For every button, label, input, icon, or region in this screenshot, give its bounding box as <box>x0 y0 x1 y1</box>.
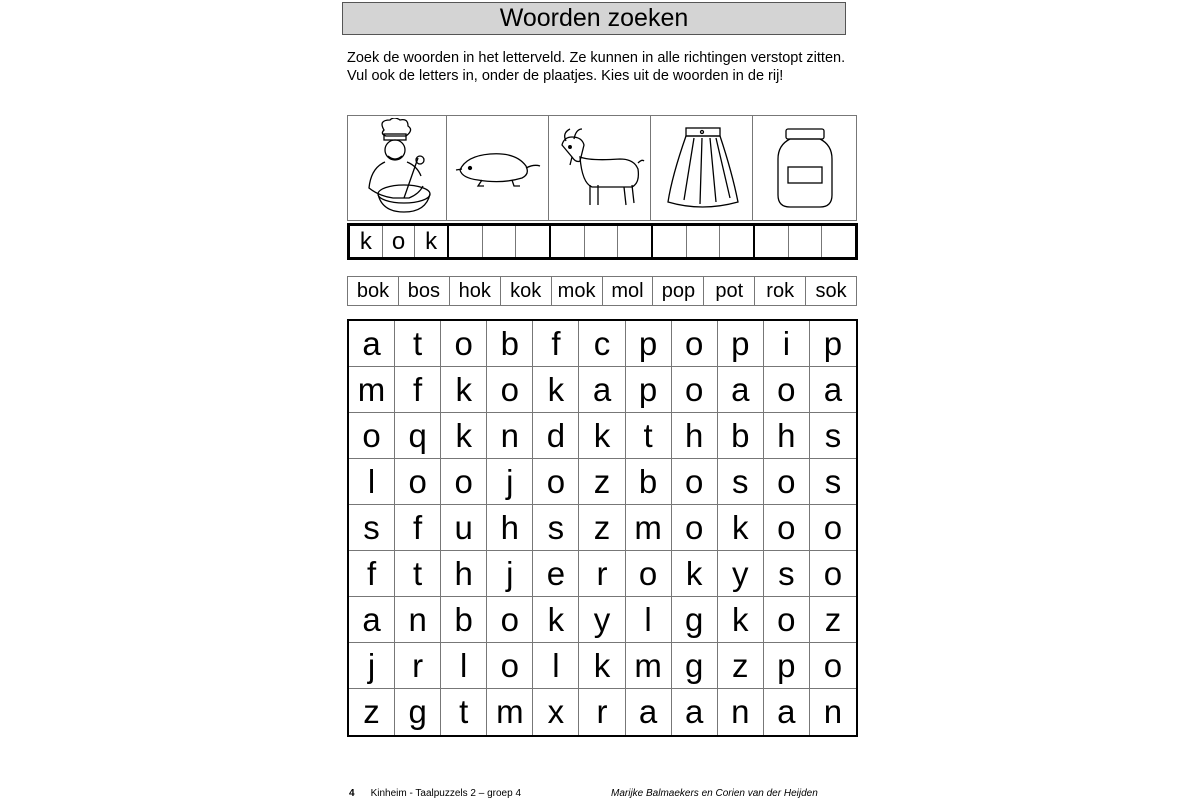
grid-letter-cell[interactable]: o <box>395 459 441 505</box>
grid-letter-cell[interactable]: b <box>441 597 487 643</box>
grid-letter-cell[interactable]: s <box>349 505 395 551</box>
grid-letter-cell[interactable]: t <box>626 413 672 459</box>
word-bank-item: rok <box>755 277 806 305</box>
grid-letter-cell[interactable]: m <box>626 643 672 689</box>
grid-letter-cell[interactable]: o <box>764 459 810 505</box>
grid-letter-cell[interactable]: f <box>533 321 579 367</box>
word-bank-item: pot <box>704 277 755 305</box>
grid-letter-cell[interactable]: a <box>810 367 856 413</box>
skirt-icon <box>662 122 742 214</box>
chef-cooking-icon <box>352 118 442 218</box>
grid-letter-cell[interactable]: a <box>349 597 395 643</box>
grid-letter-cell[interactable]: k <box>579 413 625 459</box>
answer-letter-box[interactable] <box>585 226 619 257</box>
mole-icon <box>452 138 544 198</box>
answer-letter-box[interactable] <box>822 226 855 257</box>
grid-letter-cell[interactable]: g <box>395 689 441 735</box>
grid-letter-cell[interactable]: k <box>441 413 487 459</box>
word-bank-item: bos <box>399 277 450 305</box>
grid-letter-cell[interactable]: d <box>533 413 579 459</box>
grid-letter-cell[interactable]: t <box>395 551 441 597</box>
answer-letter-box[interactable] <box>687 226 721 257</box>
grid-letter-cell[interactable]: o <box>441 459 487 505</box>
grid-letter-cell[interactable]: o <box>487 643 533 689</box>
grid-letter-cell[interactable]: o <box>487 597 533 643</box>
answer-letter-box[interactable] <box>551 226 585 257</box>
grid-letter-cell[interactable]: o <box>672 459 718 505</box>
picture-cell-goat <box>549 116 651 220</box>
answer-group <box>755 226 855 257</box>
grid-letter-cell[interactable]: k <box>672 551 718 597</box>
grid-letter-cell[interactable]: k <box>533 367 579 413</box>
picture-cell-skirt <box>651 116 753 220</box>
grid-letter-cell[interactable]: f <box>349 551 395 597</box>
grid-letter-cell[interactable]: o <box>764 367 810 413</box>
grid-letter-cell[interactable]: t <box>441 689 487 735</box>
answer-group <box>653 226 755 257</box>
answer-group <box>551 226 653 257</box>
footer-authors: Marijke Balmaekers en Corien van der Heijden <box>611 788 818 799</box>
grid-letter-cell[interactable]: o <box>810 505 856 551</box>
answer-letter-box[interactable] <box>449 226 483 257</box>
grid-letter-cell[interactable]: l <box>533 643 579 689</box>
answer-letter-box[interactable] <box>755 226 789 257</box>
grid-letter-cell[interactable]: o <box>441 321 487 367</box>
grid-letter-cell[interactable]: r <box>579 689 625 735</box>
grid-letter-cell[interactable]: s <box>718 459 764 505</box>
grid-letter-cell[interactable]: k <box>579 643 625 689</box>
picture-cell-mole <box>447 116 549 220</box>
picture-cell-chef <box>348 116 447 220</box>
grid-letter-cell[interactable]: o <box>349 413 395 459</box>
grid-letter-cell[interactable]: h <box>441 551 487 597</box>
goat-icon <box>554 123 646 213</box>
answer-letter-box[interactable]: k <box>425 227 438 255</box>
grid-letter-cell[interactable]: k <box>533 597 579 643</box>
grid-letter-cell[interactable]: f <box>395 505 441 551</box>
word-bank <box>347 276 857 306</box>
grid-letter-cell[interactable]: h <box>764 413 810 459</box>
grid-letter-cell[interactable]: z <box>718 643 764 689</box>
grid-letter-cell[interactable]: p <box>810 321 856 367</box>
grid-letter-cell[interactable]: z <box>349 689 395 735</box>
grid-letter-cell[interactable]: r <box>579 551 625 597</box>
grid-letter-cell[interactable]: j <box>487 459 533 505</box>
grid-letter-cell[interactable]: p <box>764 643 810 689</box>
grid-letter-cell[interactable]: a <box>764 689 810 735</box>
grid-letter-cell[interactable]: o <box>487 367 533 413</box>
answer-group <box>350 226 449 257</box>
footer-left <box>349 788 521 799</box>
word-bank-item: hok <box>450 277 501 305</box>
grid-letter-cell[interactable]: m <box>349 367 395 413</box>
worksheet-title: Woorden zoeken <box>342 2 846 35</box>
grid-letter-cell[interactable]: k <box>441 367 487 413</box>
grid-letter-cell[interactable]: s <box>533 505 579 551</box>
grid-letter-cell[interactable]: n <box>823 693 843 730</box>
book-title: Kinheim - Taalpuzzels 2 – groep 4 <box>370 788 522 799</box>
grid-letter-cell[interactable]: b <box>487 321 533 367</box>
grid-letter-cell[interactable]: x <box>533 689 579 735</box>
grid-letter-cell[interactable]: s <box>810 413 856 459</box>
grid-letter-cell[interactable]: a <box>579 367 625 413</box>
word-bank-item: bok <box>348 277 399 305</box>
grid-letter-cell[interactable]: o <box>672 321 718 367</box>
answer-letter-box[interactable] <box>720 226 753 257</box>
grid-letter-cell[interactable]: m <box>626 505 672 551</box>
grid-letter-cell[interactable]: o <box>626 551 672 597</box>
grid-letter-cell[interactable]: a <box>718 367 764 413</box>
grid-letter-cell[interactable]: n <box>718 689 764 735</box>
grid-letter-cell[interactable]: o <box>533 459 579 505</box>
grid-letter-cell[interactable]: n <box>487 413 533 459</box>
grid-letter-cell[interactable]: p <box>718 321 764 367</box>
grid-letter-cell[interactable]: l <box>441 643 487 689</box>
grid-letter-cell[interactable]: m <box>487 689 533 735</box>
grid-letter-cell[interactable]: z <box>810 597 856 643</box>
grid-letter-cell[interactable]: a <box>349 321 395 367</box>
grid-letter-cell[interactable]: t <box>395 321 441 367</box>
grid-letter-cell[interactable]: y <box>579 597 625 643</box>
grid-letter-cell[interactable]: z <box>579 459 625 505</box>
answer-letter-box[interactable] <box>516 226 549 257</box>
word-bank-item: kok <box>501 277 552 305</box>
grid-letter-cell[interactable]: r <box>395 643 441 689</box>
grid-letter-cell[interactable]: o <box>764 505 810 551</box>
grid-letter-cell[interactable]: g <box>672 643 718 689</box>
grid-letter-cell[interactable]: l <box>349 459 395 505</box>
answer-letter-box[interactable]: o <box>383 226 416 257</box>
grid-letter-cell[interactable]: s <box>764 551 810 597</box>
grid-letter-cell[interactable]: c <box>579 321 625 367</box>
grid-letter-cell[interactable]: k <box>718 597 764 643</box>
grid-letter-cell[interactable]: o <box>810 551 856 597</box>
grid-letter-cell[interactable]: o <box>810 643 856 689</box>
grid-letter-cell[interactable]: o <box>764 597 810 643</box>
answer-letter-box[interactable]: k <box>350 226 383 257</box>
word-bank-item: mol <box>603 277 654 305</box>
grid-letter-cell[interactable]: o <box>672 367 718 413</box>
answer-letter-box[interactable] <box>618 226 651 257</box>
grid-letter-cell[interactable]: o <box>672 505 718 551</box>
jar-icon <box>770 123 840 213</box>
grid-letter-cell[interactable]: k <box>718 505 764 551</box>
grid-letter-cell[interactable]: b <box>718 413 764 459</box>
grid-letter-cell[interactable]: n <box>395 597 441 643</box>
grid-letter-cell[interactable]: h <box>487 505 533 551</box>
grid-letter-cell[interactable]: i <box>764 321 810 367</box>
word-bank-item: sok <box>815 279 847 302</box>
grid-letter-cell[interactable]: q <box>395 413 441 459</box>
answer-boxes-row <box>347 223 858 260</box>
grid-letter-cell[interactable]: s <box>810 459 856 505</box>
grid-letter-cell[interactable]: h <box>672 413 718 459</box>
answer-letter-box[interactable] <box>653 226 687 257</box>
grid-letter-cell[interactable]: j <box>349 643 395 689</box>
grid-letter-cell[interactable]: f <box>395 367 441 413</box>
grid-letter-cell[interactable]: g <box>672 597 718 643</box>
grid-letter-cell[interactable]: a <box>626 689 672 735</box>
letter-grid <box>347 319 858 737</box>
grid-letter-cell[interactable]: p <box>626 367 672 413</box>
grid-letter-cell[interactable]: z <box>579 505 625 551</box>
word-bank-item: mok <box>552 277 603 305</box>
grid-letter-cell[interactable]: j <box>487 551 533 597</box>
grid-letter-cell[interactable]: y <box>718 551 764 597</box>
instructions-text: Zoek de woorden in het letterveld. Ze kunnen in alle richtingen verstopt zitten. Vul ook de letters in, onder de plaatjes. Kies uit de woorden in de rij! <box>347 50 846 84</box>
picture-row <box>347 115 857 221</box>
grid-letter-cell[interactable]: e <box>533 551 579 597</box>
grid-letter-cell[interactable]: b <box>626 459 672 505</box>
answer-letter-box[interactable] <box>789 226 823 257</box>
grid-letter-cell[interactable]: u <box>441 505 487 551</box>
answer-group <box>449 226 551 257</box>
grid-letter-cell[interactable]: a <box>672 689 718 735</box>
answer-letter-box[interactable] <box>483 226 517 257</box>
grid-letter-cell[interactable]: p <box>626 321 672 367</box>
page-number: 4 <box>349 788 355 799</box>
picture-cell-jar <box>753 116 856 220</box>
grid-letter-cell[interactable]: l <box>626 597 672 643</box>
word-bank-item: pop <box>653 277 704 305</box>
